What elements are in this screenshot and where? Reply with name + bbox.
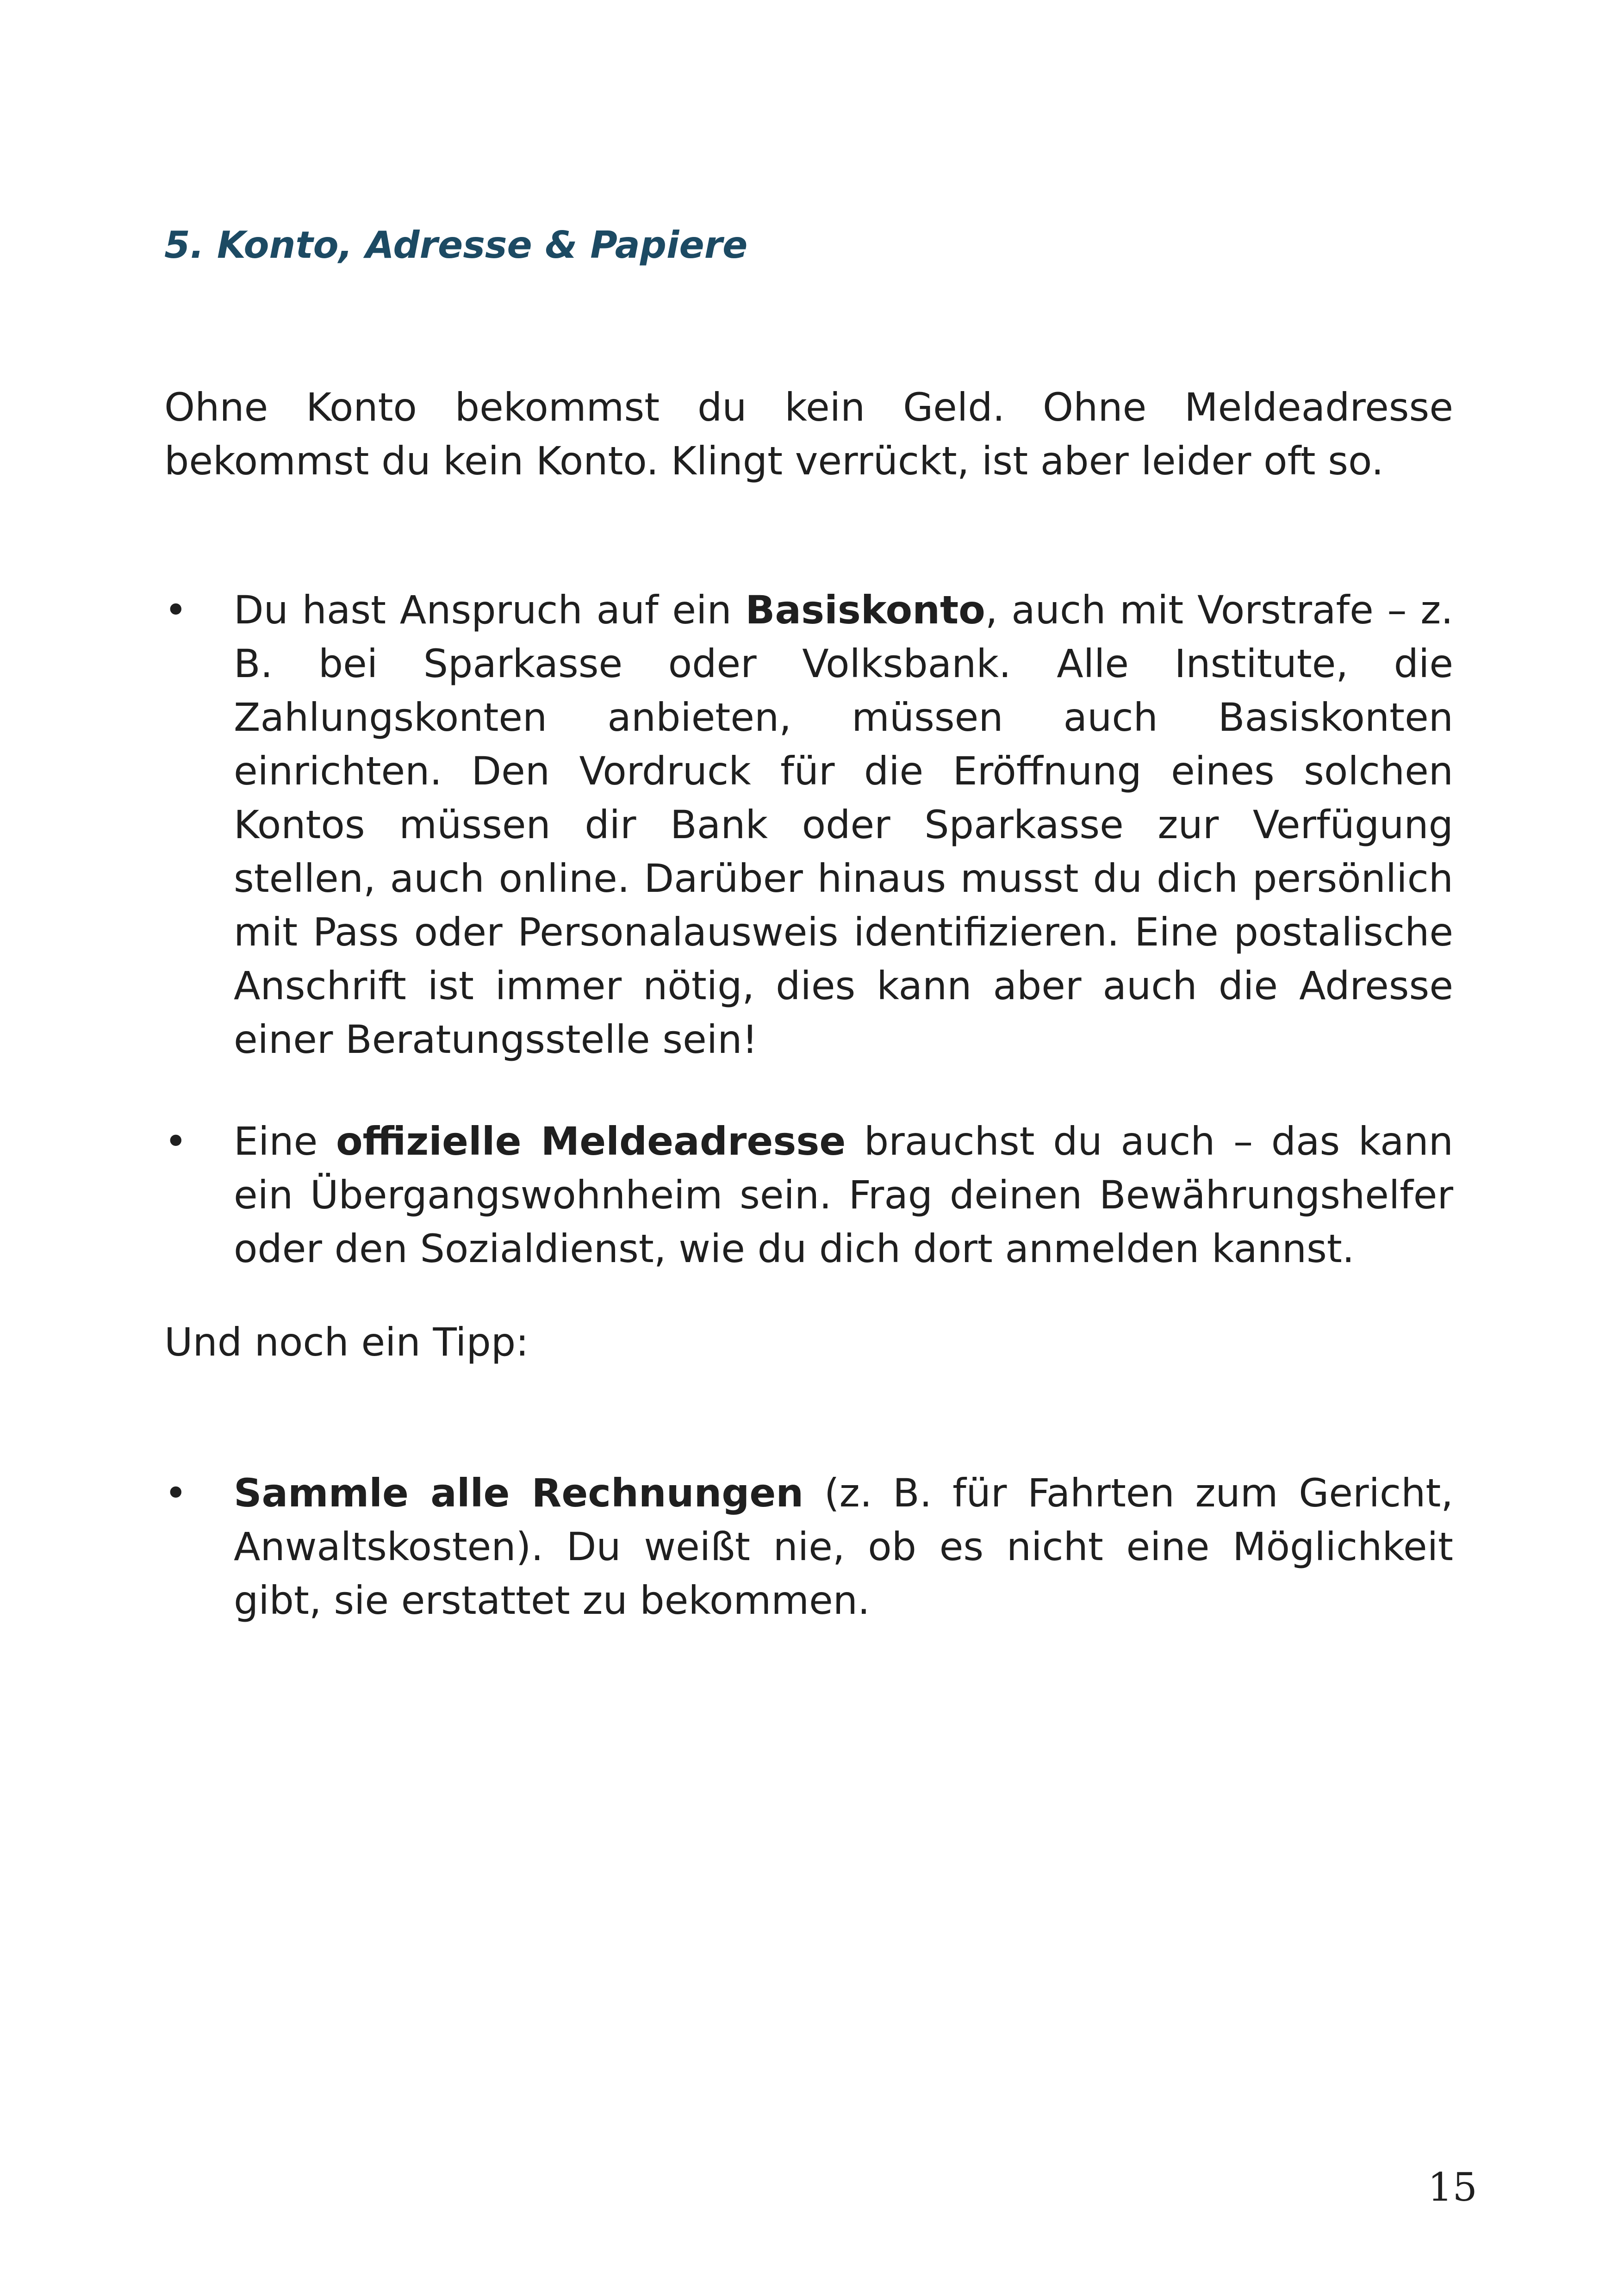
page-number: 15 xyxy=(1428,2165,1477,2210)
bullet-text xyxy=(234,1114,1453,1276)
bullet-text xyxy=(234,1466,1453,1627)
tip-label: Und noch ein Tipp: xyxy=(164,1319,529,1365)
section-heading: 5. Konto, Adresse & Papiere xyxy=(164,224,748,267)
bullet-text xyxy=(234,583,1453,1066)
intro-paragraph: Ohne Konto bekommst du kein Geld. Ohne Meldeadresse bekommst du kein Konto. Klingt verrückt, ist aber leider oft so. xyxy=(164,385,1453,484)
bullet-text-rest: brauchst du auch – das kann ein Übergangswohnheim sein. Frag deinen Bewährungshelfer oder den Sozialdienst, wie du dich dort anmelden kannst. xyxy=(234,1119,1453,1271)
bullet-text-emphasis: Sammle alle Rechnungen xyxy=(234,1470,804,1516)
bullet-text-emphasis: Basiskonto xyxy=(745,587,985,633)
bullet-text-lead: Eine xyxy=(234,1119,336,1164)
bullet-text-rest: (z. B. für Fahrten zum Gericht, Anwaltskosten). Du weißt nie, ob es nicht eine Möglichkeit gibt, sie erstattet zu bekommen. xyxy=(234,1470,1453,1623)
bullet-icon: • xyxy=(164,1119,187,1164)
bullet-item-meldeadresse xyxy=(164,1114,1453,1276)
bullet-text-rest: , auch mit Vorstrafe – z. B. bei Sparkasse oder Volksbank. Alle Institute, die Zahlungskonten anbieten, müssen auch Basiskonten einrichten. Den Vordruck für die Eröffnung eines solchen Kontos müssen dir Bank oder Sparkasse zur Verfügung stellen, auch online. Darüber hinaus musst du dich persönlich mit Pass oder Personalausweis identifizieren. Eine postalische Anschrift ist immer nötig, dies kann aber auch die Adresse einer Beratungsstelle sein! xyxy=(234,587,1453,1062)
bullet-icon: • xyxy=(164,587,187,633)
bullet-item-rechnungen xyxy=(164,1466,1453,1627)
bullet-text-emphasis: offizielle Meldeadresse xyxy=(336,1119,846,1164)
bullet-icon: • xyxy=(164,1470,187,1516)
bullet-item-basiskonto xyxy=(164,583,1453,1066)
bullet-text-lead: Du hast Anspruch auf ein xyxy=(234,587,746,633)
